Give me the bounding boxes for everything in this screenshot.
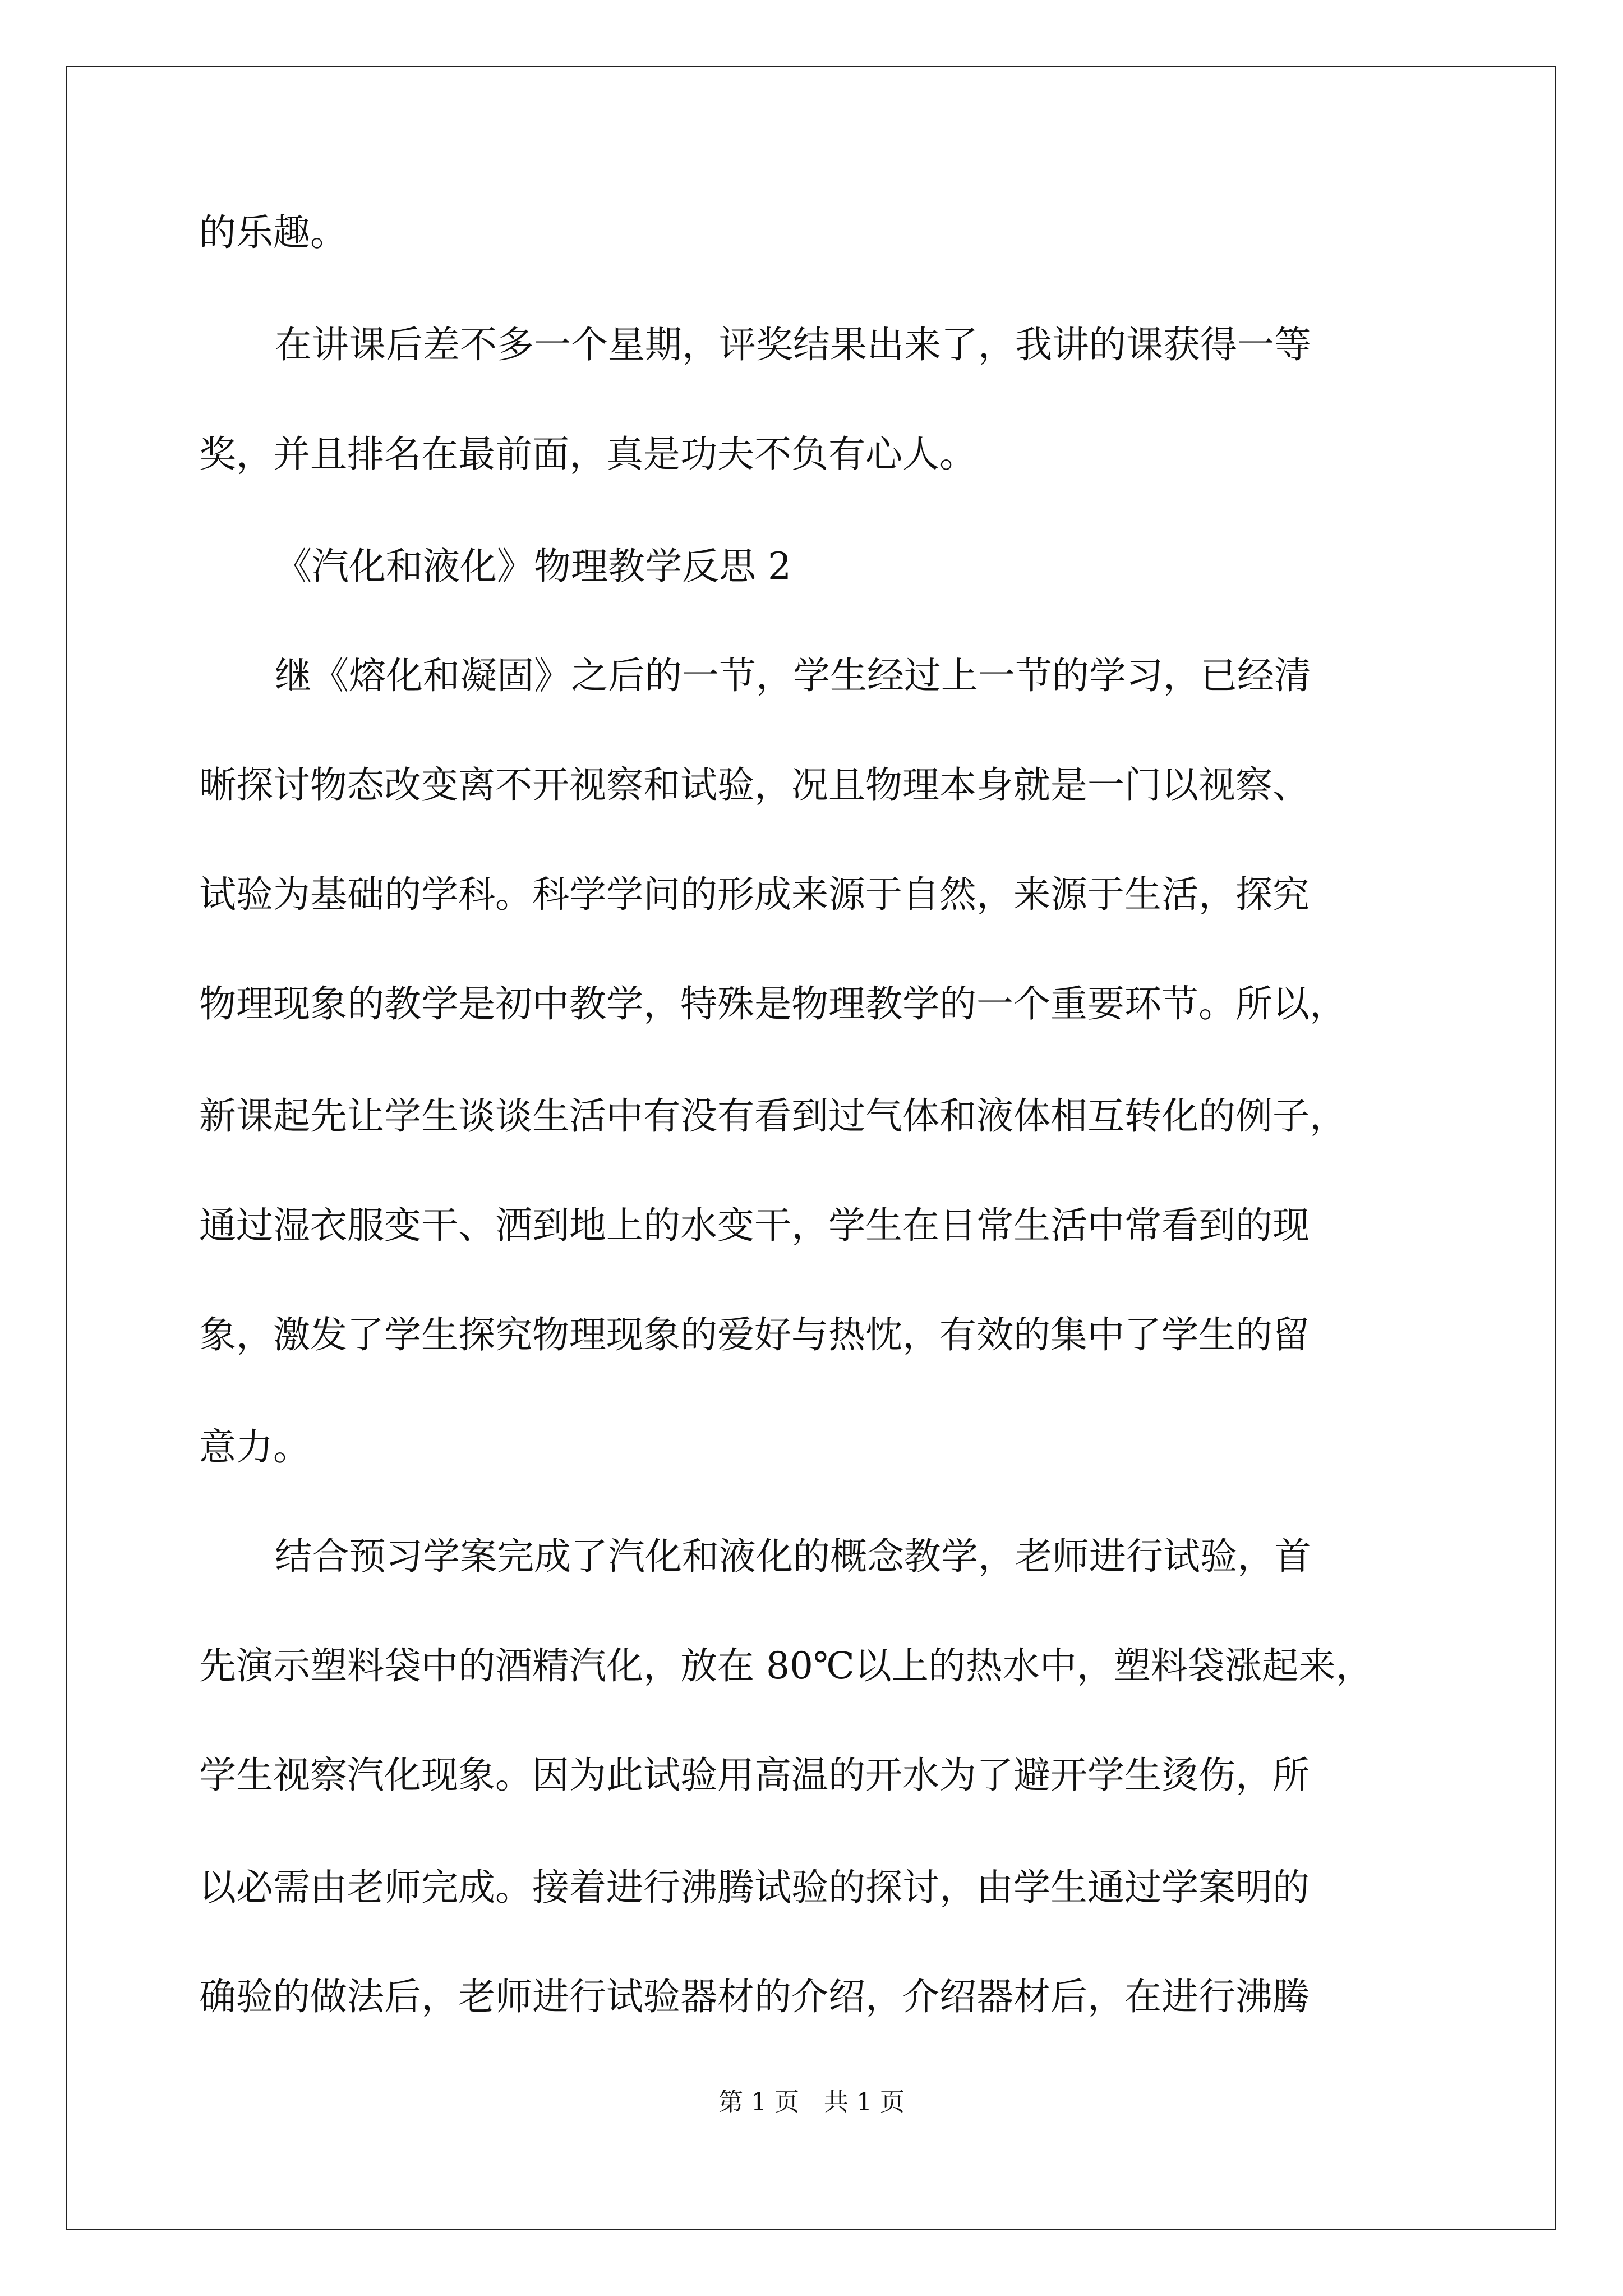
text-line: 的乐趣。 <box>199 211 347 254</box>
text-line: 先演示塑料袋中的酒精汽化，放在 80℃以上的热水中，塑料袋涨起来， <box>199 1644 1373 1687</box>
text-line: 物理现象的教学是初中教学，特殊是物理教学的一个重要环节。所以， <box>199 982 1347 1025</box>
text-line: 意力。 <box>199 1425 310 1469</box>
text-line: 学生视察汽化现象。因为此试验用高温的开水为了避开学生烫伤，所 <box>199 1754 1310 1797</box>
text-line: 确验的做法后，老师进行试验器材的介绍，介绍器材后，在进行沸腾 <box>199 1975 1310 2018</box>
text-line: 以必需由老师完成。接着进行沸腾试验的探讨，由学生通过学案明的 <box>199 1866 1310 1909</box>
page-footer: 第 1 页 共 1 页 <box>718 2088 905 2116</box>
text-line: 通过湿衣服变干、洒到地上的水变干，学生在日常生活中常看到的现 <box>199 1204 1310 1247</box>
text-line: 新课起先让学生谈谈生活中有没有看到过气体和液体相互转化的例子， <box>199 1094 1347 1138</box>
text-line: 晰探讨物态改变离不开视察和试验，况且物理本身就是一门以视察、 <box>199 763 1310 807</box>
text-line: 继《熔化和凝固》之后的一节，学生经过上一节的学习，已经清 <box>275 654 1311 697</box>
text-line: 奖，并且排名在最前面，真是功夫不负有心人。 <box>199 432 976 476</box>
text-line: 结合预习学案完成了汽化和液化的概念教学，老师进行试验，首 <box>275 1535 1311 1578</box>
text-line: 在讲课后差不多一个星期，评奖结果出来了，我讲的课获得一等 <box>275 323 1311 366</box>
text-line: 试验为基础的学科。科学学问的形成来源于自然，来源于生活，探究 <box>199 873 1310 916</box>
text-line: 象，激发了学生探究物理现象的爱好与热忱，有效的集中了学生的留 <box>199 1313 1310 1356</box>
section-title: 《汽化和液化》物理教学反思 2 <box>275 545 791 588</box>
